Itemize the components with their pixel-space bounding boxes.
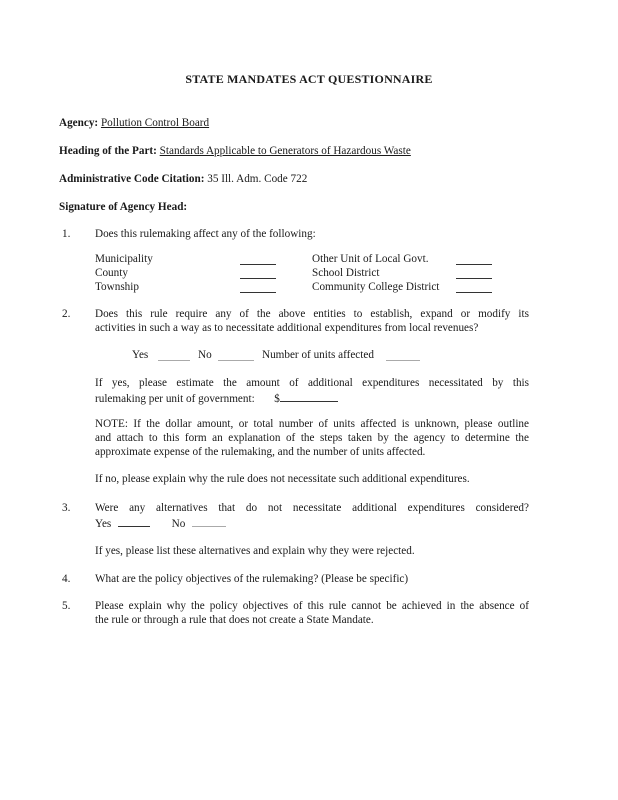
entity-other-local-govt: Other Unit of Local Govt. <box>312 253 429 265</box>
q2-note-line2: and attach to this form an explanation of the steps taken by the agency to determine the <box>95 432 529 444</box>
q3-yes-blank[interactable] <box>118 516 150 527</box>
entity-municipality: Municipality <box>95 253 153 265</box>
q4-text: What are the policy objectives of the rulemaking? (Please be specific) <box>95 573 409 585</box>
entity-community-college: Community College District <box>312 281 440 293</box>
page-title: STATE MANDATES ACT QUESTIONNAIRE <box>185 72 433 86</box>
q2-yes-blank[interactable] <box>158 350 190 361</box>
q5-line2: the rule or through a rule that does not create a State Mandate. <box>95 614 374 626</box>
q2-amount-blank[interactable] <box>280 391 338 402</box>
entity-township: Township <box>95 281 139 293</box>
q1-text: Does this rulemaking affect any of the following: <box>95 228 316 240</box>
township-blank[interactable] <box>240 282 276 293</box>
q2-estimate-line1: If yes, please estimate the amount of additional expenditures necessitated by this <box>95 377 529 389</box>
q3-no-blank[interactable] <box>192 516 226 527</box>
dollar-sign: $ <box>274 393 280 405</box>
q3-yes-label: Yes <box>95 518 112 530</box>
q3-answer-row <box>95 516 226 530</box>
heading-value: Standards Applicable to Generators of Hazardous Waste <box>159 145 411 157</box>
q5-line1: Please explain why the policy objectives of this rule cannot be achieved in the absence of <box>95 600 529 612</box>
q2-ifno: If no, please explain why the rule does not necessitate such additional expenditures. <box>95 473 470 485</box>
agency-row <box>59 117 209 129</box>
q3-number: 3. <box>62 502 71 514</box>
citation-label: Administrative Code Citation: <box>59 173 205 185</box>
q3-line1: Were any alternatives that do not necessitate additional expenditures considered? <box>95 502 529 514</box>
q3-no-label: No <box>171 518 186 530</box>
q2-note-line3: approximate expense of the rulemaking, and the number of units affected. <box>95 446 426 458</box>
q2-no-blank[interactable] <box>218 350 254 361</box>
other-govt-blank[interactable] <box>456 254 492 265</box>
county-blank[interactable] <box>240 268 276 279</box>
q2-estimate-text: rulemaking per unit of government: <box>95 393 255 405</box>
q3-ifyes: If yes, please list these alternatives and explain why they were rejected. <box>95 545 415 557</box>
heading-row <box>59 145 411 157</box>
signature-label: Signature of Agency Head: <box>59 201 188 213</box>
school-district-blank[interactable] <box>456 268 492 279</box>
agency-label: Agency: <box>59 117 99 129</box>
q2-line1: Does this rule require any of the above entities to establish, expand or modify its <box>95 308 529 320</box>
agency-value: Pollution Control Board <box>100 117 210 129</box>
q2-no-label: No <box>198 349 212 361</box>
heading-label: Heading of the Part: <box>59 145 157 157</box>
citation-value: 35 Ill. Adm. Code 722 <box>207 173 308 185</box>
q2-yes-label: Yes <box>132 349 149 361</box>
citation-row <box>59 173 307 185</box>
municipality-blank[interactable] <box>240 254 276 265</box>
q2-number: 2. <box>62 308 71 320</box>
q2-note-line1: NOTE: If the dollar amount, or total number of units affected is unknown, please outline <box>95 418 529 430</box>
q2-units-blank[interactable] <box>386 350 420 361</box>
community-college-blank[interactable] <box>456 282 492 293</box>
entity-school-district: School District <box>312 267 380 279</box>
q5-number: 5. <box>62 600 71 612</box>
q2-line2: activities in such a way as to necessitate additional expenditures from local revenues? <box>95 322 479 334</box>
q2-estimate-line2 <box>95 391 338 405</box>
q2-units-label: Number of units affected <box>262 349 374 361</box>
q4-number: 4. <box>62 573 71 585</box>
entity-county: County <box>95 267 128 279</box>
q1-number: 1. <box>62 228 71 240</box>
